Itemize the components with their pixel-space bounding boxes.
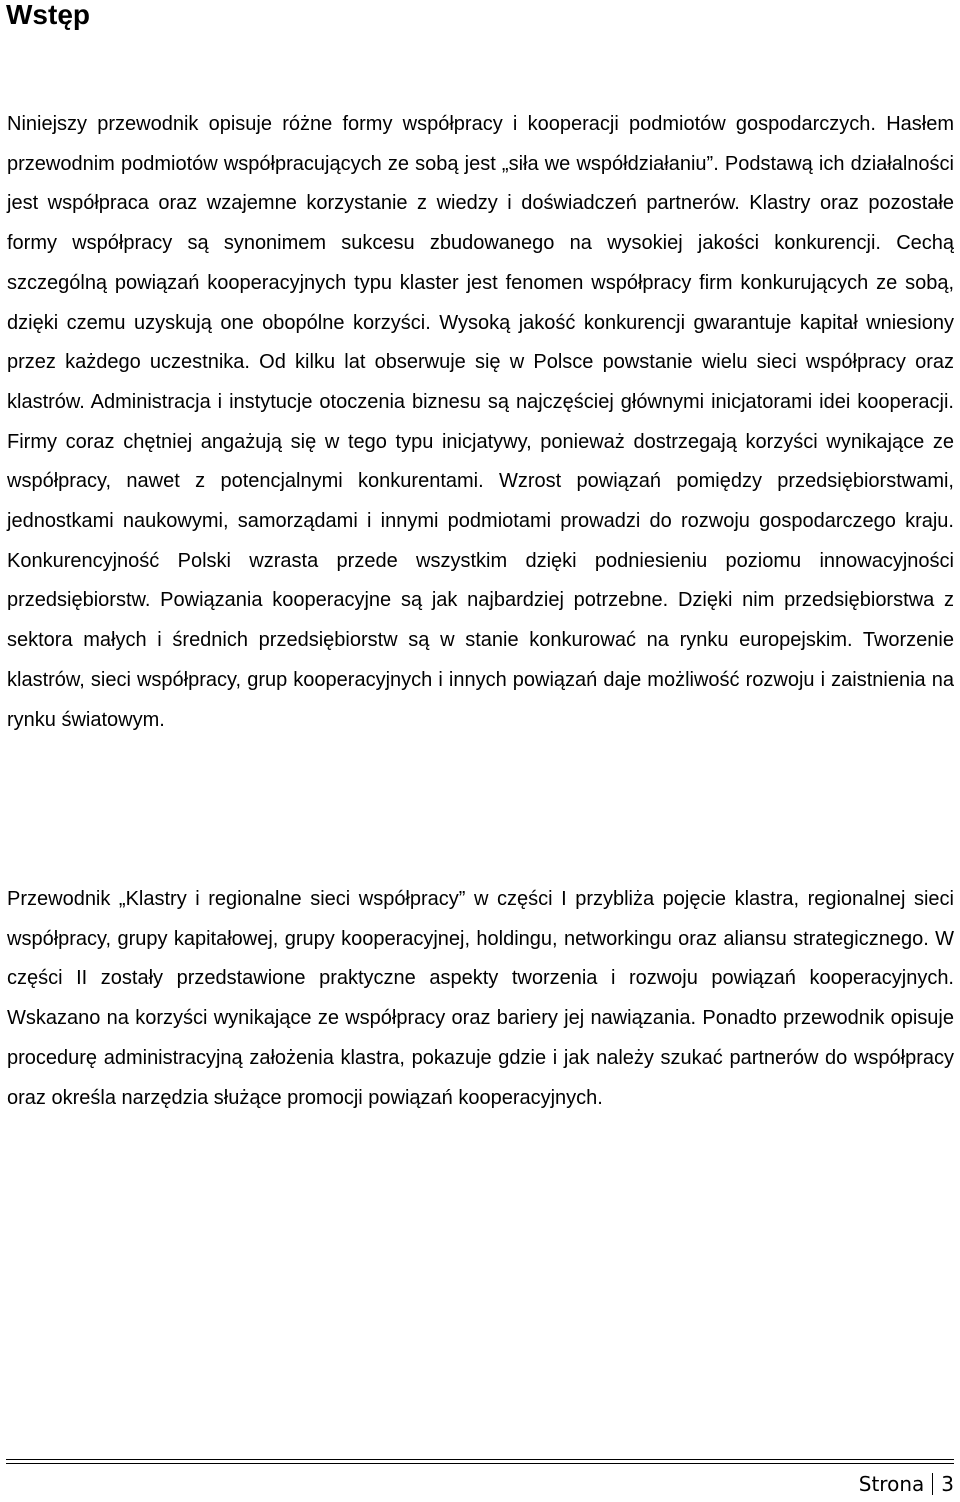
paragraph-guide-overview: Przewodnik „Klastry i regionalne sieci współpracy” w części I przybliża pojęcie klastra, regionalnej sieci współpracy, grupy kapitałowej, grupy kooperacyjnej, holdingu, networkingu oraz aliansu strategicznego. W części II zostały przedstawione praktyczne aspekty tworzenia i rozwoju powiązań kooperacyjnych. Wskazano na korzyści wynikające ze współpracy oraz bariery jej nawiązania. Ponadto przewodnik opisuje procedurę administracyjną założenia klastra, pokazuje gdzie i jak należy szukać partnerów do współpracy oraz określa narzędzia służące promocji powiązań kooperacyjnych. [7,888,954,1109]
footer-page-label: Strona [858,1472,925,1496]
footer-divider [6,1463,954,1464]
footer-page-number: 3 [941,1472,954,1496]
page-title: Wstęp [6,0,90,30]
page-footer [859,1472,954,1496]
footer-separator [932,1473,933,1495]
paragraph-intro: Niniejszy przewodnik opisuje różne formy współpracy i kooperacji podmiotów gospodarczych. Hasłem przewodnim podmiotów współpracujących ze sobą jest „siła we współdziałaniu”. Podstawą ich działalności jest współpraca oraz wzajemne korzystanie z wiedzy i doświadczeń partnerów. Klastry oraz pozostałe formy współpracy są synonimem sukcesu zbudowanego na wysokiej jakości konkurencji. Cechą szczególną powiązań kooperacyjnych typu klaster jest fenomen współpracy firm konkurujących ze sobą, dzięki czemu uzyskują one obopólne korzyści. Wysoką jakość konkurencji gwarantuje kapitał wniesiony przez każdego uczestnika. Od kilku lat obserwuje się w Polsce powstanie wielu sieci współpracy oraz klastrów. Administracja i instytucje otoczenia biznesu są najczęściej głównymi inicjatorami idei kooperacji. Firmy coraz chętniej angażują się w tego typu inicjatywy, ponieważ dostrzegają korzyści wynikające ze współpracy, nawet z potencjalnymi konkurentami. Wzrost powiązań pomiędzy przedsiębiorstwami, jednostkami naukowymi, samorządami i innymi podmiotami prowadzi do rozwoju gospodarczego kraju. Konkurencyjność Polski wzrasta przede wszystkim dzięki podniesieniu poziomu innowacyjności przedsiębiorstw. Powiązania kooperacyjne są jak najbardziej potrzebne. Dzięki nim przedsiębiorstwa z sektora małych i średnich przedsiębiorstw są w stanie konkurować na rynku europejskim. Tworzenie klastrów, sieci współpracy, grup kooperacyjnych i innych powiązań daje możliwość rozwoju i zaistnienia na rynku światowym. [7,113,954,731]
footer-divider [6,1459,954,1460]
